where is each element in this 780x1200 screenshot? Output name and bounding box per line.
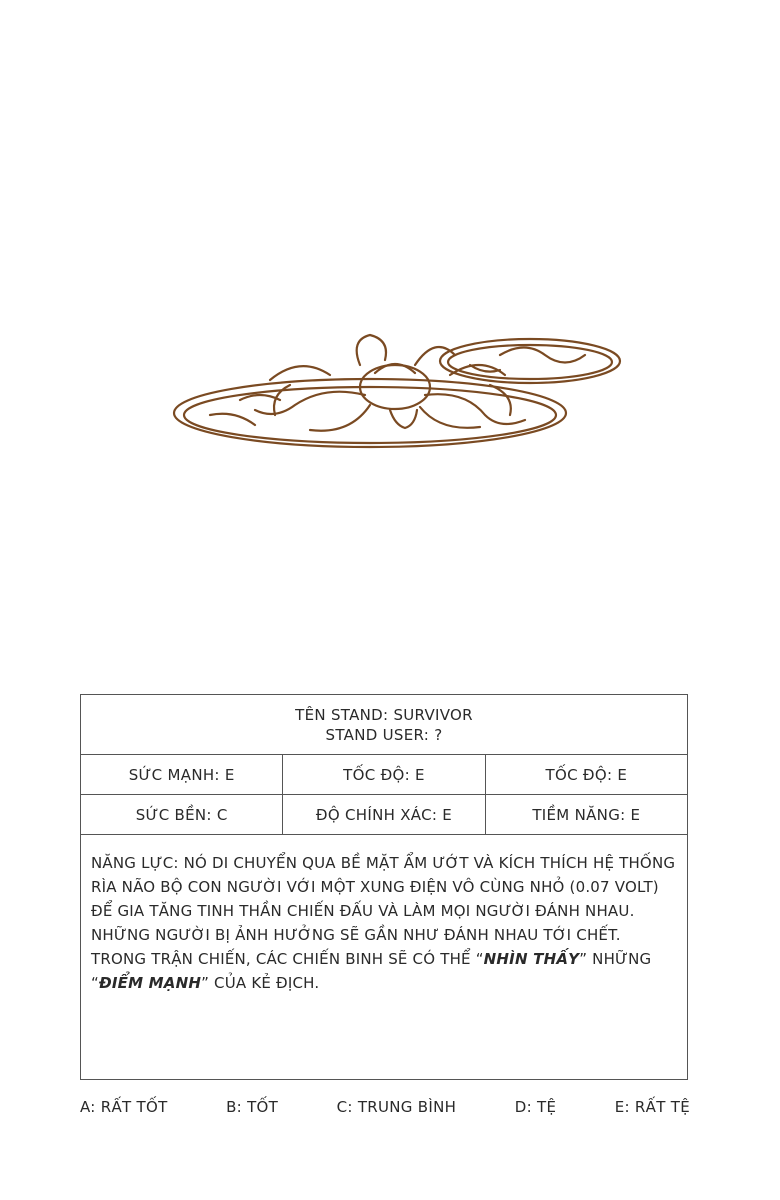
stand-header	[81, 695, 687, 755]
stat-row-2	[81, 795, 687, 835]
legend-item-a: A: RẤT TỐT	[80, 1098, 168, 1116]
legend-item-e: E: RẤT TỆ	[614, 1098, 690, 1116]
stand-illustration	[170, 325, 630, 460]
stand-name: TÊN STAND: SURVIVOR	[295, 705, 473, 724]
stat-potential: TIỀM NĂNG: E	[485, 795, 687, 834]
ability-text-3: ” CỦA KẺ ĐỊCH.	[201, 974, 320, 992]
stat-speed-2: TỐC ĐỘ: E	[485, 755, 687, 794]
stand-user: STAND USER: ?	[325, 725, 443, 744]
ability-description	[81, 835, 687, 995]
grade-legend	[80, 1098, 690, 1116]
stat-precision: ĐỘ CHÍNH XÁC: E	[282, 795, 484, 834]
legend-item-d: D: TỆ	[514, 1098, 557, 1116]
stat-sheet	[80, 694, 688, 1080]
ability-emphasis-2: ĐIỂM MẠNH	[98, 974, 202, 992]
ability-text-2: ” NHỮNG “	[91, 950, 652, 992]
stat-row-1	[81, 755, 687, 795]
legend-item-b: B: TỐT	[226, 1098, 279, 1116]
stat-durability: SỨC BỀN: C	[135, 805, 228, 824]
stat-speed: TỐC ĐỘ: E	[282, 755, 484, 794]
ability-text-1: NĂNG LỰC: NÓ DI CHUYỂN QUA BỀ MẶT ẨM ƯỚT VÀ KÍCH THÍCH HỆ THỐNG RÌA NÃO BỘ CON NGƯỜI VỚI MỘT XUNG ĐIỆN VÔ CÙNG NHỎ (0.07 VOLT) ĐỂ GIA TĂNG TINH THẦN CHIẾN ĐẤU VÀ LÀM MỌI NGƯỜI ĐÁNH NHAU. NHỮNG NGƯỜI BỊ ẢNH HƯỞNG SẼ GẦN NHƯ ĐÁNH NHAU TỚI CHẾT. TRONG TRẬN CHIẾN, CÁC CHIẾN BINH SẼ CÓ THỂ “	[91, 854, 676, 968]
legend-item-c: C: TRUNG BÌNH	[336, 1098, 457, 1116]
ability-emphasis-1: NHÌN THẤY	[483, 950, 580, 968]
stat-power: SỨC MẠNH: E	[128, 765, 235, 784]
